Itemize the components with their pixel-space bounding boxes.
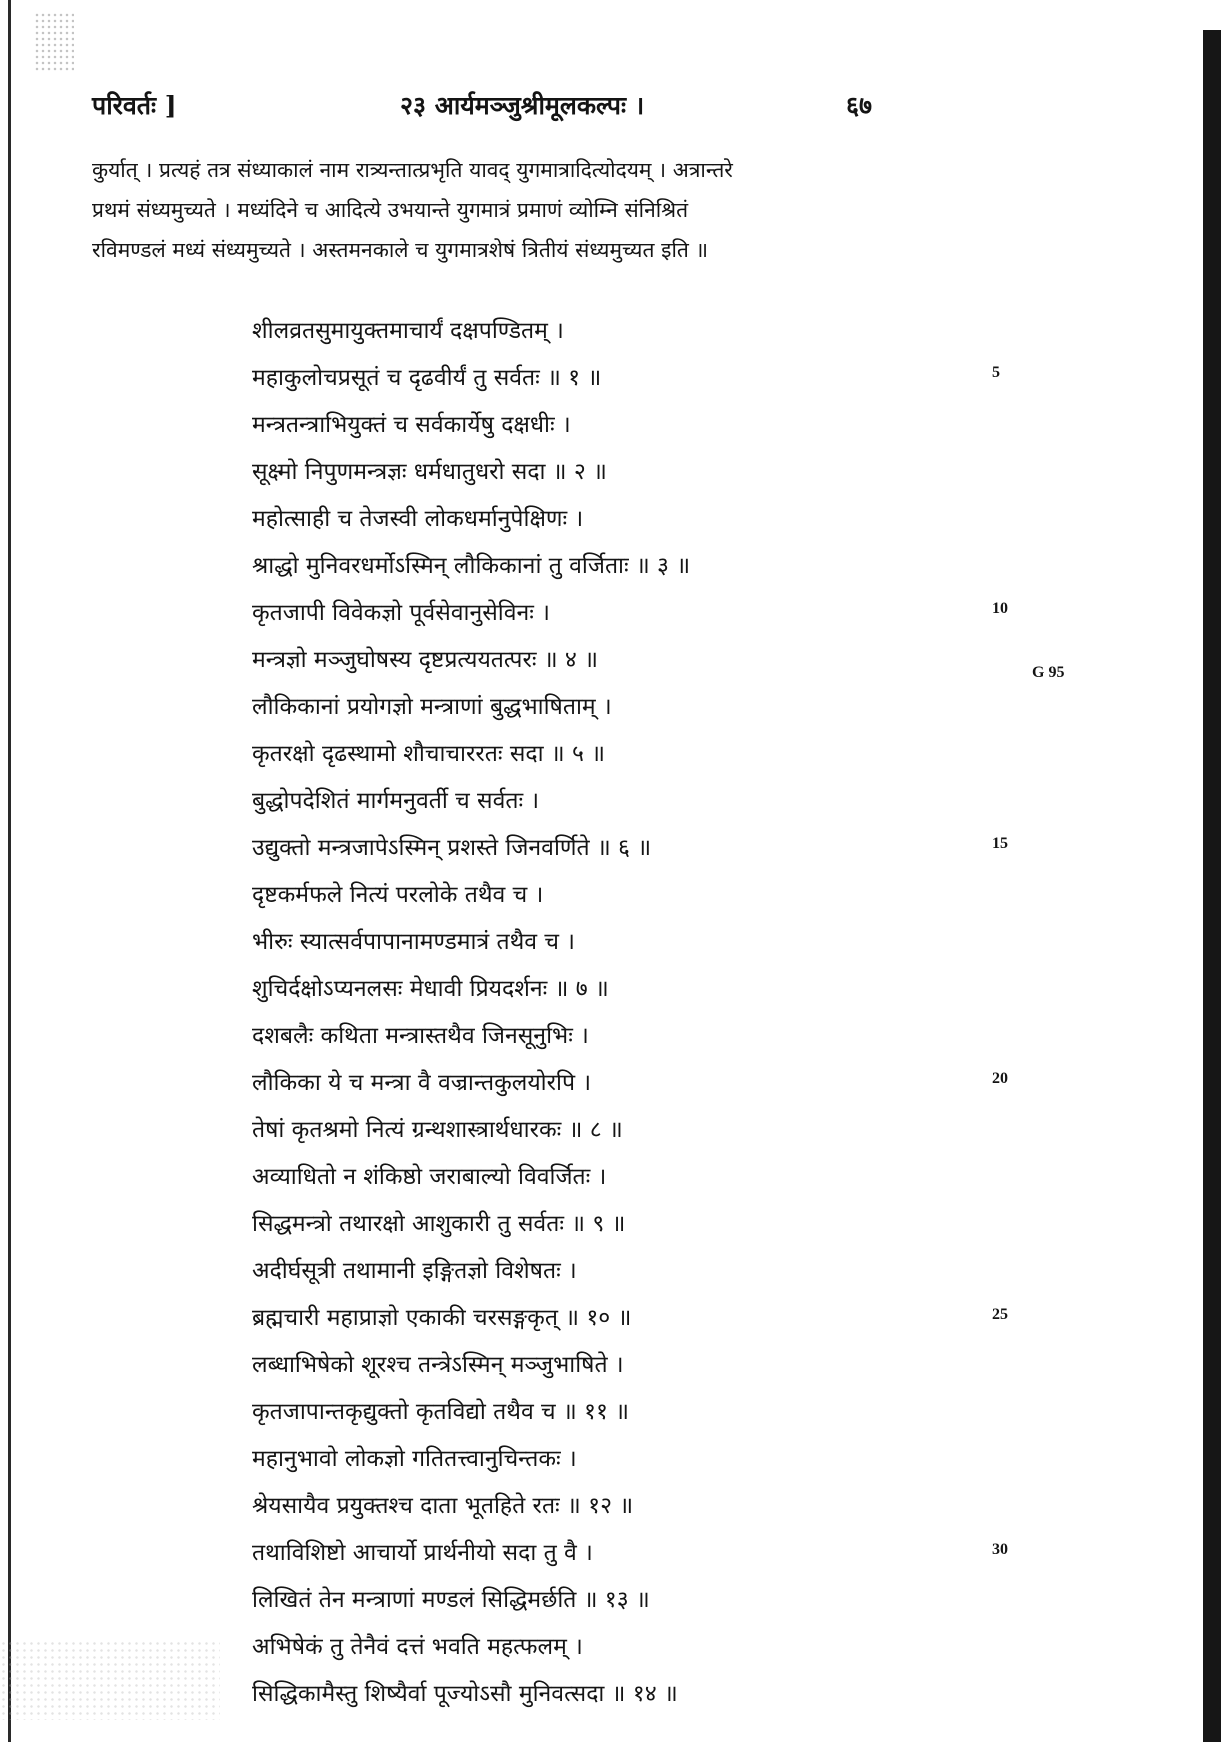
verse-line: अव्याधितो न शंकिष्ठो जराबाल्यो विवर्जितः । xyxy=(252,1164,607,1190)
prose-line: प्रथमं संध्यमुच्यते । मध्यंदिने च आदित्ये उभयान्ते युगमात्रं प्रमाणं व्योम्नि संनिश्रितं xyxy=(92,198,689,222)
margin-line-number: 25 xyxy=(992,1306,1008,1323)
margin-line-number: 20 xyxy=(992,1070,1008,1087)
verse-line: सिद्धमन्त्रो तथारक्षो आशुकारी तु सर्वतः ॥ ९ ॥ xyxy=(252,1211,626,1237)
verse-line: लौकिकानां प्रयोगज्ञो मन्त्राणां बुद्धभाषिताम् । xyxy=(252,694,612,720)
right-scan-bar xyxy=(1203,30,1221,1742)
verse-line: तेषां कृतश्रमो नित्यं ग्रन्थशास्त्रार्थधारकः ॥ ८ ॥ xyxy=(252,1117,623,1143)
verse-line: शुचिर्दक्षोऽप्यनलसः मेधावी प्रियदर्शनः ॥ ७ ॥ xyxy=(252,976,609,1002)
header-title: २३ आर्यमञ्जुश्रीमूलकल्पः । xyxy=(400,91,645,120)
prose-line: कुर्यात् । प्रत्यहं तत्र संध्याकालं नाम रात्र्यन्तात्प्रभृति यावद् युगमात्रादित्योदयम् । अत्रान्तरे xyxy=(92,158,733,182)
running-header xyxy=(0,88,1232,128)
verse-line: मन्त्रतन्त्राभियुक्तं च सर्वकार्येषु दक्षधीः । xyxy=(252,412,571,438)
verse-line: श्रेयसायैव प्रयुक्तश्च दाता भूतहिते रतः ॥ १२ ॥ xyxy=(252,1493,634,1519)
verse-block xyxy=(252,308,902,1718)
verse-line: ब्रह्मचारी महाप्राज्ञो एकाकी चरसङ्गकृत् ॥ १० ॥ xyxy=(252,1305,632,1331)
verse-line: महोत्साही च तेजस्वी लोकधर्मानुपेक्षिणः । xyxy=(252,506,584,532)
verse-line: दृष्टकर्मफले नित्यं परलोके तथैव च । xyxy=(252,882,544,908)
verse-line: मन्त्रज्ञो मञ्जुघोषस्य दृष्टप्रत्ययतत्परः ॥ ४ ॥ xyxy=(252,647,598,673)
scan-noise xyxy=(0,1640,220,1720)
verse-line: श्राद्धो मुनिवरधर्मोऽस्मिन् लौकिकानां तु वर्जिताः ॥ ३ ॥ xyxy=(252,553,691,579)
verse-line: अभिषेकं तु तेनैवं दत्तं भवति महत्फलम् । xyxy=(252,1634,583,1660)
verse-line: सूक्ष्मो निपुणमन्त्रज्ञः धर्मधातुधरो सदा ॥ २ ॥ xyxy=(252,459,607,485)
margin-line-number: 15 xyxy=(992,835,1008,852)
verse-line: लौकिका ये च मन्त्रा वै वज्रान्तकुलयोरपि । xyxy=(252,1070,592,1096)
verse-line: बुद्धोपदेशितं मार्गमनुवर्ती च सर्वतः । xyxy=(252,788,540,814)
verse-line: महानुभावो लोकज्ञो गतितत्त्वानुचिन्तकः । xyxy=(252,1446,577,1472)
prose-paragraph xyxy=(92,150,982,270)
verse-line: शीलव्रतसुमायुक्तमाचार्यं दक्षपण्डितम् । xyxy=(252,318,564,344)
margin-manuscript-reference: G 95 xyxy=(1032,664,1065,681)
prose-line: रविमण्डलं मध्यं संध्यमुच्यते । अस्तमनकाले च युगमात्रशेषं त्रितीयं संध्यमुच्यत इति ॥ xyxy=(92,238,709,262)
scan-noise xyxy=(34,12,74,72)
verse-line: लब्धाभिषेको शूरश्च तन्त्रेऽस्मिन् मञ्जुभाषिते । xyxy=(252,1352,624,1378)
margin-line-number: 5 xyxy=(992,364,1000,381)
verse-line: तथाविशिष्टो आचार्यो प्रार्थनीयो सदा तु वै । xyxy=(252,1540,593,1566)
verse-line: कृतरक्षो दृढस्थामो शौचाचाररतः सदा ॥ ५ ॥ xyxy=(252,741,606,767)
margin-line-number: 30 xyxy=(992,1541,1008,1558)
verse-line: दशबलैः कथिता मन्त्रास्तथैव जिनसूनुभिः । xyxy=(252,1023,589,1049)
header-chapter-label: परिवर्तः ] xyxy=(92,91,177,120)
margin-line-number: 10 xyxy=(992,600,1008,617)
verse-line: सिद्धिकामैस्तु शिष्यैर्वा पूज्योऽसौ मुनिवत्सदा ॥ १४ ॥ xyxy=(252,1681,678,1707)
verse-line: कृतजापी विवेकज्ञो पूर्वसेवानुसेविनः । xyxy=(252,600,550,626)
verse-line: लिखितं तेन मन्त्राणां मण्डलं सिद्धिमर्छति ॥ १३ ॥ xyxy=(252,1587,650,1613)
verse-line: कृतजापान्तकृद्युक्तो कृतविद्यो तथैव च ॥ ११ ॥ xyxy=(252,1399,630,1425)
page-number: ६७ xyxy=(846,91,873,120)
verse-line: महाकुलोचप्रसूतं च दृढवीर्यं तु सर्वतः ॥ १ ॥ xyxy=(252,365,602,391)
verse-line: उद्युक्तो मन्त्रजापेऽस्मिन् प्रशस्ते जिनवर्णिते ॥ ६ ॥ xyxy=(252,835,652,861)
verse-line: अदीर्घसूत्री तथामानी इङ्गितज्ञो विशेषतः । xyxy=(252,1258,577,1284)
verse-line: भीरुः स्यात्सर्वपापानामण्डमात्रं तथैव च । xyxy=(252,929,576,955)
left-scan-edge xyxy=(8,0,11,1742)
